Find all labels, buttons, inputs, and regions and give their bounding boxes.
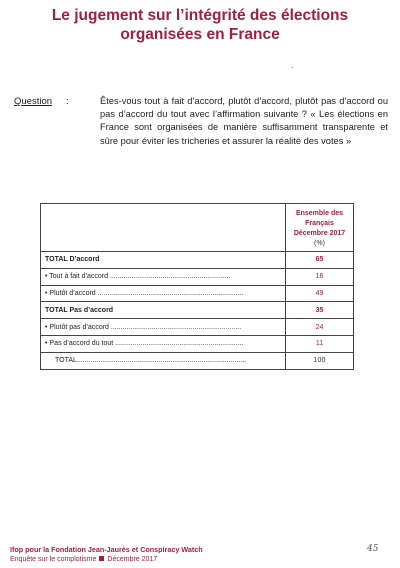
footer-survey xyxy=(10,556,157,563)
question-colon: : xyxy=(66,96,69,107)
stray-dot: . xyxy=(291,60,294,70)
table-row xyxy=(41,319,354,336)
header-line1: Ensemble des xyxy=(295,209,344,217)
footer-survey-name: Enquête sur le complotisme xyxy=(10,556,97,563)
row-value: 49 xyxy=(286,285,354,302)
table-row xyxy=(41,302,354,319)
row-value: 16 xyxy=(286,268,354,285)
footer-date: Décembre 2017 xyxy=(107,556,158,563)
header-line3: Décembre 2017 xyxy=(293,229,346,237)
question-label: Question xyxy=(14,96,53,107)
header-unit: (%) xyxy=(314,239,325,247)
row-value: 65 xyxy=(286,252,354,269)
row-label: TOTAL D’accord xyxy=(41,252,286,269)
row-label: • Pas d’accord du tout .................................................................. xyxy=(41,335,286,352)
table-row xyxy=(41,352,354,369)
square-bullet-icon xyxy=(99,556,104,561)
row-label: • Plutôt d’accord ........................................................................... xyxy=(41,285,286,302)
row-value: 35 xyxy=(286,302,354,319)
question-text: Êtes-vous tout à fait d’accord, plutôt d’accord, plutôt pas d’accord ou pas d’accord du tout avec l’affirmation suivante ? « Les élections en France sont organisées de manière suffisamment transparente et sûre pour éviter les tricheries et assurer la réalité des votes » xyxy=(100,96,388,146)
table-row xyxy=(41,335,354,352)
page-number: 45 xyxy=(367,544,379,554)
header-line2: Français xyxy=(305,219,334,227)
row-label: • Tout à fait d’accord .............................................................. xyxy=(41,268,286,285)
row-value: 11 xyxy=(286,335,354,352)
row-label: • Plutôt pas d’accord ................................................................... xyxy=(41,319,286,336)
table-row xyxy=(41,252,354,269)
footer-source: Ifop pour la Fondation Jean-Jaurès et Conspiracy Watch xyxy=(10,545,203,554)
header-empty-cell xyxy=(41,204,286,252)
results-table xyxy=(40,203,354,370)
table-row xyxy=(41,285,354,302)
row-label: TOTAL Pas d’accord xyxy=(41,302,286,319)
row-value: 24 xyxy=(286,319,354,336)
header-population-cell xyxy=(286,204,354,252)
page-title: Le jugement sur l’intégrité des élections organisées en France xyxy=(51,7,349,43)
row-label: TOTAL....................................................................................... xyxy=(41,352,286,369)
row-value: 100 xyxy=(286,352,354,369)
table-header-row xyxy=(41,204,354,252)
table-row xyxy=(41,268,354,285)
